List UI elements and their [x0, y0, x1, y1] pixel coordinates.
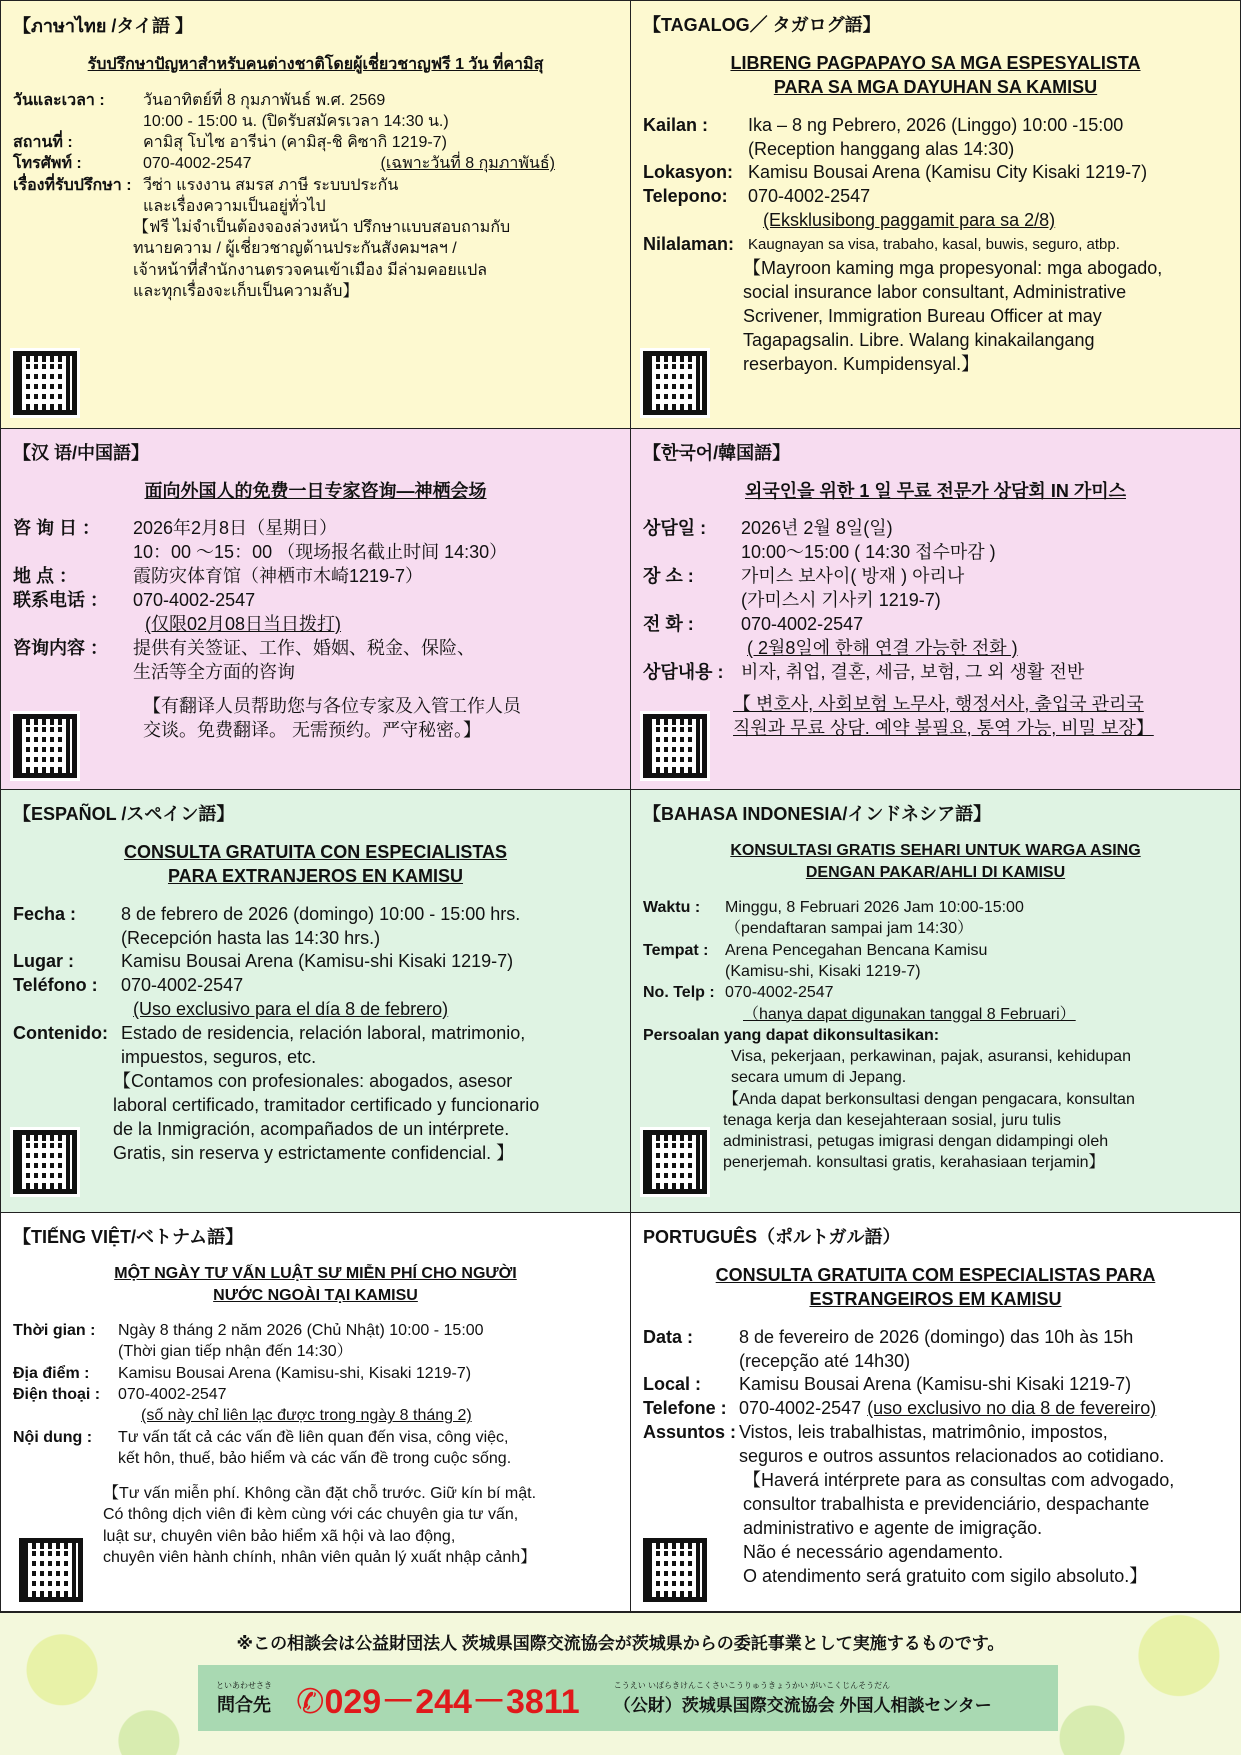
tel-row: Telepono: 070-4002-2547: [643, 186, 871, 207]
qr-code: [19, 1538, 83, 1602]
contact-phone[interactable]: ✆029－244－3811: [296, 1682, 580, 1721]
org-name: （公財）茨城県国際交流協会 外国人相談センター: [613, 1696, 992, 1715]
contact-bar: [198, 1665, 1058, 1731]
section-title: LIBRENG PAGPAPAYO SA MGA ESPESYALISTA PARA SA MGA DAYUHAN SA KAMISU: [730, 53, 1141, 98]
date-row: Fecha : 8 de febrero de 2026 (domingo) 10:00 - 15:00 hrs. (Recepción hasta las 14:30 hrs.): [13, 903, 521, 948]
date-row: Kailan : Ika – 8 ng Pebrero, 2026 (Linggo) 10:00 -15:00 (Reception hanggang alas 14:30): [643, 114, 1124, 159]
topic-row: Assuntos : Vistos, leis trabalhistas, matrimônio, impostos, seguros e outros assuntos relacionados ao cotidiano.: [643, 1422, 1165, 1467]
date-row: วันและเวลา : วันอาทิตย์ที่ 8 กุมภาพันธ์ พ.ศ. 2569 10:00 - 15:00 น. (ปิดรับสมัครเวลา 14:30 น.): [13, 91, 449, 130]
spanish-section: [0, 789, 631, 1213]
tel-row: Teléfono : 070-4002-2547: [13, 975, 244, 996]
topic-row: เรื่องที่รับปรึกษา : วีซ่า แรงงาน สมรส ภาษี ระบบประกัน และเรื่องความเป็นอยู่ทั่วไป: [13, 176, 399, 215]
note-text: 【Haverá intérprete para as consultas com advogado, consultor trabalhista e previdenciário, despachante administrativo e agente de imigração. Não é necessário agendamento. O atendimento será gratuito com sigilo absoluto.】: [743, 1470, 1175, 1586]
place-row: Địa điểm : Kamisu Bousai Arena (Kamisu-shi, Kisaki 1219-7): [13, 1364, 472, 1382]
place-row: Tempat : Arena Pencegahan Bencana Kamisu (Kamisu-shi, Kisaki 1219-7): [643, 941, 988, 980]
topic-value: Visa, pekerjaan, perkawinan, pajak, asuransi, kehidupan secara umum di Jepang.: [731, 1048, 1131, 1087]
section-header: 【TAGALOG／ タガログ語】: [643, 15, 881, 35]
topic-row: Nội dung : Tư vấn tất cả các vấn đề liên quan đến visa, công việc, kết hôn, thuế, bảo hiểm và các vấn đề trong cuộc sống.: [13, 1428, 512, 1467]
inquiry-text: 問合先: [217, 1694, 271, 1715]
tagalog-section: [630, 0, 1241, 429]
indonesian-section: [630, 789, 1241, 1213]
qr-code: [643, 714, 707, 778]
tel-note: (仅限02月08日当日拨打): [145, 614, 342, 635]
note-text: 【 변호사, 사회보험 노무사, 행정서사, 출입국 관리국 직원과 무료 상담. 예약 불필요, 통역 가능, 비밀 보장】: [733, 693, 1154, 738]
date-row: Data : 8 de fevereiro de 2026 (domingo) das 10h às 15h (recepção até 14h30): [643, 1326, 1134, 1371]
section-title: 외국인을 위한 1 일 무료 전문가 상담회 IN 가미스: [744, 481, 1126, 501]
section-header: 【ESPAÑOL /スペイン語】: [13, 804, 235, 824]
place-row: Lugar : Kamisu Bousai Arena (Kamisu-shi Kisaki 1219-7): [13, 951, 514, 972]
tel-row: Điện thoại : 070-4002-2547: [13, 1385, 227, 1403]
place-row: สถานที่ : คามิสุ โบไซ อารีน่า (คามิสุ-ชิ คิซากิ 1219-7): [13, 134, 447, 152]
topic-row: 咨询内容 ： 提供有关签证、工作、婚姻、税金、保险、 生活等全方面的咨询: [13, 637, 475, 682]
vietnamese-section: [0, 1212, 631, 1612]
note-text: 【Contamos con profesionales: abogados, asesor laboral certificado, tramitador certificado y funcionario de la Inmigración, acompañados de un intérprete. Gratis, sin reserva y estrictamente confidencial. 】: [113, 1071, 540, 1163]
organization: [614, 1680, 992, 1716]
section-header: 【汉 语/中国語】: [13, 443, 150, 463]
place-row: Local : Kamisu Bousai Arena (Kamisu-shi Kisaki 1219-7): [643, 1374, 1132, 1395]
section-header: 【BAHASA INDONESIA/インドネシア語】: [643, 804, 992, 824]
topic-row: Nilalaman: Kaugnayan sa visa, trabaho, kasal, buwis, seguro, atbp.: [643, 234, 1120, 255]
topic-row: 상담내용 : 비자, 취업, 결혼, 세금, 보험, 그 외 생활 전반: [643, 661, 1085, 682]
date-row: Thời gian : Ngày 8 tháng 2 năm 2026 (Chủ Nhật) 10:00 - 15:00 (Thời gian tiếp nhận đến 14:30）: [13, 1322, 484, 1361]
note-text: 【Tư vấn miễn phí. Không cần đặt chỗ trước. Giữ kín bí mật. Có thông dịch viên đi kèm cùng với các chuyên gia tư vấn, luật sư, chuyên viên bảo hiểm xã hội và lao động, chuyên viên hành chính, nhân viên quản lý xuất nhập cảnh】: [103, 1485, 537, 1566]
note-text: 【ฟรี ไม่จำเป็นต้องจองล่วงหน้า ปรึกษาแบบสอบถามกับ ทนายความ / ผู้เชี่ยวชาญด้านประกันสังคมฯลฯ / เจ้าหน้าที่สำนักงานตรวจคนเข้าเมือง มีล่ามคอยแปล และทุกเรื่องจะเก็บเป็นความลับ】: [133, 219, 511, 300]
place-row: 장 소 : 가미스 보사이( 방재 ) 아리나 (가미스시 기사키 1219-7): [643, 566, 965, 611]
qr-code: [13, 714, 77, 778]
tel-note: （hanya dapat digunakan tanggal 8 Februari）: [743, 1005, 1076, 1023]
inquiry-label: [216, 1680, 272, 1717]
tel-note: (Uso exclusivo para el día 8 de febrero): [133, 999, 449, 1020]
note-text: 【Mayroon kaming mga propesyonal: mga abogado, social insurance labor consultant, Administrative Scrivener, Immigration Bureau Officer at may Tagapagsalin. Libre. Walang kinakailangang reserbayon. Kumpidensyal.】: [743, 258, 1163, 374]
section-header: 【한국어/韓国語】: [643, 443, 791, 463]
note-text: 【有翻译人员帮助您与各位专家及入管工作人员 交谈。免费翻译。 无需预约。严守秘密。】: [143, 695, 521, 740]
chinese-section: [0, 428, 631, 790]
qr-code: [13, 351, 77, 415]
tel-row: 联系电话 ： 070-4002-2547: [13, 590, 256, 611]
section-title: 面向外国人的免费一日专家咨询—神栖会场: [144, 481, 487, 501]
thai-section: [0, 0, 631, 429]
tel-note: (Eksklusibong paggamit para sa 2/8): [763, 210, 1056, 231]
portuguese-section: [630, 1212, 1241, 1612]
footer-notice: ※この相談会は公益財団法人 茨城県国際交流協会が茨城県からの委託事業として実施するものです。: [236, 1634, 1005, 1653]
date-row: 咨 询 日 ： 2026年2月8日（星期日） 10：00 ～15：00 （现场报名截止时间 14:30）: [13, 518, 508, 563]
section-title: CONSULTA GRATUITA CON ESPECIALISTAS PARA EXTRANJEROS EN KAMISU: [124, 842, 507, 887]
section-header: 【TIẾNG VIỆT/ベトナム語】: [13, 1227, 244, 1247]
tel-note: ( 2월8일에 한해 연결 가능한 전화 ): [747, 637, 1018, 658]
date-row: Waktu : Minggu, 8 Februari 2026 Jam 10:00-15:00 （pendaftaran sampai jam 14:30）: [643, 899, 1024, 938]
tel-row: Telefone : 070-4002-2547 (uso exclusivo no dia 8 de fevereiro): [643, 1398, 1157, 1419]
place-row: 地 点 ： 霞防灾体育馆（神栖市木崎1219-7）: [13, 566, 424, 587]
section-title: CONSULTA GRATUITA COM ESPECIALISTAS PARA ESTRANGEIROS EM KAMISU: [715, 1265, 1156, 1310]
qr-code: [643, 1538, 707, 1602]
tel-row: โทรศัพท์ : 070-4002-2547 (เฉพาะวันที่ 8 กุมภาพันธ์): [13, 155, 555, 173]
topic-row: Persoalan yang dapat dikonsultasikan:: [643, 1026, 940, 1044]
tel-row: No. Telp : 070-4002-2547: [643, 984, 834, 1002]
tel-row: 전 화 : 070-4002-2547: [643, 614, 864, 635]
org-ruby: こうえい いばらきけんこくさいこうりゅうきょうかい がいこくじんそうだん: [613, 1681, 891, 1690]
section-header: 【ภาษาไทย /タイ語 】: [13, 16, 194, 36]
tel-note: (số này chỉ liên lạc được trong ngày 8 tháng 2): [141, 1407, 472, 1425]
qr-code: [643, 1130, 707, 1194]
note-text: 【Anda dapat berkonsultasi dengan pengacara, konsultan tenaga kerja dan kesejahteraan sosial, juru tulis administrasi, petugas imigrasi dengan didampingi oleh penerjemah. konsultasi gratis, kerahasiaan terjamin】: [723, 1090, 1135, 1172]
qr-code: [643, 351, 707, 415]
date-row: 상담일 : 2026년 2월 8일(일) 10:00～15:00 ( 14:30 접수마감 ): [643, 518, 996, 563]
section-title: MỘT NGÀY TƯ VẤN LUẬT SƯ MIỄN PHÍ CHO NGƯỜI NƯỚC NGOÀI TẠI KAMISU: [114, 1265, 517, 1304]
section-title: KONSULTASI GRATIS SEHARI UNTUK WARGA ASING DENGAN PAKAR/AHLI DI KAMISU: [730, 842, 1141, 881]
footer: [0, 1612, 1241, 1755]
korean-section: [630, 428, 1241, 790]
qr-code: [13, 1130, 77, 1194]
place-row: Lokasyon: Kamisu Bousai Arena (Kamisu City Kisaki 1219-7): [643, 162, 1148, 183]
section-title: รับปรึกษาปัญหาสำหรับคนต่างชาติโดยผู้เชี่ยวชาญฟรี 1 วัน ที่คามิสุ: [87, 56, 544, 73]
topic-row: Contenido: Estado de residencia, relación laboral, matrimonio, impuestos, seguros, etc.: [13, 1023, 526, 1068]
inquiry-ruby: といあわせさき: [216, 1680, 272, 1690]
section-header: PORTUGUÊS（ポルトガル語）: [643, 1227, 901, 1247]
